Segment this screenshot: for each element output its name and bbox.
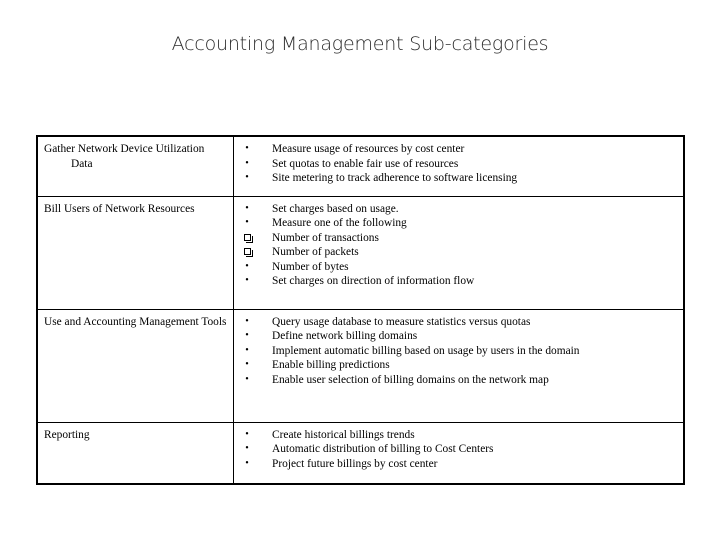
list-item-text: Set quotas to enable fair use of resources [272,157,459,170]
category-cell [37,309,234,422]
list-item [240,142,677,157]
list-item-text: Query usage database to measure statistics versus quotas [272,315,531,328]
bullet-list [240,142,677,186]
list-item-text: Measure one of the following [272,217,407,229]
dot-bullet-icon: • [245,143,249,154]
dot-bullet-icon: • [245,344,249,356]
box-bullet-icon [242,231,252,246]
dot-bullet-icon: • [245,275,249,286]
list-item-text: Measure usage of resources by cost center [272,143,465,155]
list-item [240,274,677,289]
list-item [240,442,677,457]
list-item [240,231,677,246]
category-label: Gather Network Device Utilization Data [44,143,205,170]
dot-bullet-icon: • [245,260,249,272]
dot-bullet-icon: • [245,373,249,385]
list-item-text: Implement automatic billing based on usage by users in the domain [272,344,580,357]
dot-bullet-icon: • [245,157,249,169]
box-bullet-icon [242,245,252,260]
list-item [240,171,677,186]
list-item-text: Set charges based on usage. [272,202,399,215]
list-item [240,428,677,443]
list-item-text: Enable billing predictions [272,359,390,371]
table-row [37,309,684,422]
list-item-text: Site metering to track adherence to software licensing [272,172,518,184]
list-item-text: Set charges on direction of information flow [272,275,475,287]
list-item-text: Project future billings by cost center [272,457,438,470]
dot-bullet-icon: • [245,457,249,469]
dot-bullet-icon: • [245,428,249,440]
dot-bullet-icon: • [245,172,249,183]
list-item [240,202,677,217]
dot-bullet-icon: • [245,202,249,214]
items-cell [234,136,685,196]
list-item-text: Define network billing domains [272,330,418,342]
items-cell [234,309,685,422]
list-item-text: Create historical billings trends [272,428,415,441]
list-item [240,358,677,373]
list-item-text: Number of packets [272,246,359,258]
bullet-list [240,315,677,388]
dot-bullet-icon: • [245,443,249,454]
list-item-text: Number of bytes [272,260,349,273]
list-item-text: Enable user selection of billing domains on the network map [272,373,549,386]
dot-bullet-icon: • [245,330,249,341]
category-label: Use and Accounting Management Tools [44,315,227,328]
dot-bullet-icon: • [245,315,249,327]
list-item [240,344,677,359]
table-row [37,196,684,309]
table-row [37,136,684,196]
items-cell [234,422,685,484]
bullet-list [240,428,677,472]
category-cell [37,136,234,196]
list-item [240,157,677,172]
dot-bullet-icon: • [245,217,249,228]
category-label: Bill Users of Network Resources [44,202,195,215]
subcategory-table [36,135,685,485]
page-title: Accounting Management Sub-categories [171,33,549,55]
list-item [240,373,677,388]
items-cell [234,196,685,309]
list-item [240,457,677,472]
list-item [240,260,677,275]
list-item [240,245,677,260]
list-item-text: Number of transactions [272,231,379,244]
category-cell [37,196,234,309]
list-item [240,216,677,231]
table-row [37,422,684,484]
category-cell [37,422,234,484]
bullet-list [240,202,677,289]
dot-bullet-icon: • [245,359,249,370]
list-item [240,329,677,344]
category-label: Reporting [44,428,90,441]
list-item-text: Automatic distribution of billing to Cost Centers [272,443,494,455]
list-item [240,315,677,330]
